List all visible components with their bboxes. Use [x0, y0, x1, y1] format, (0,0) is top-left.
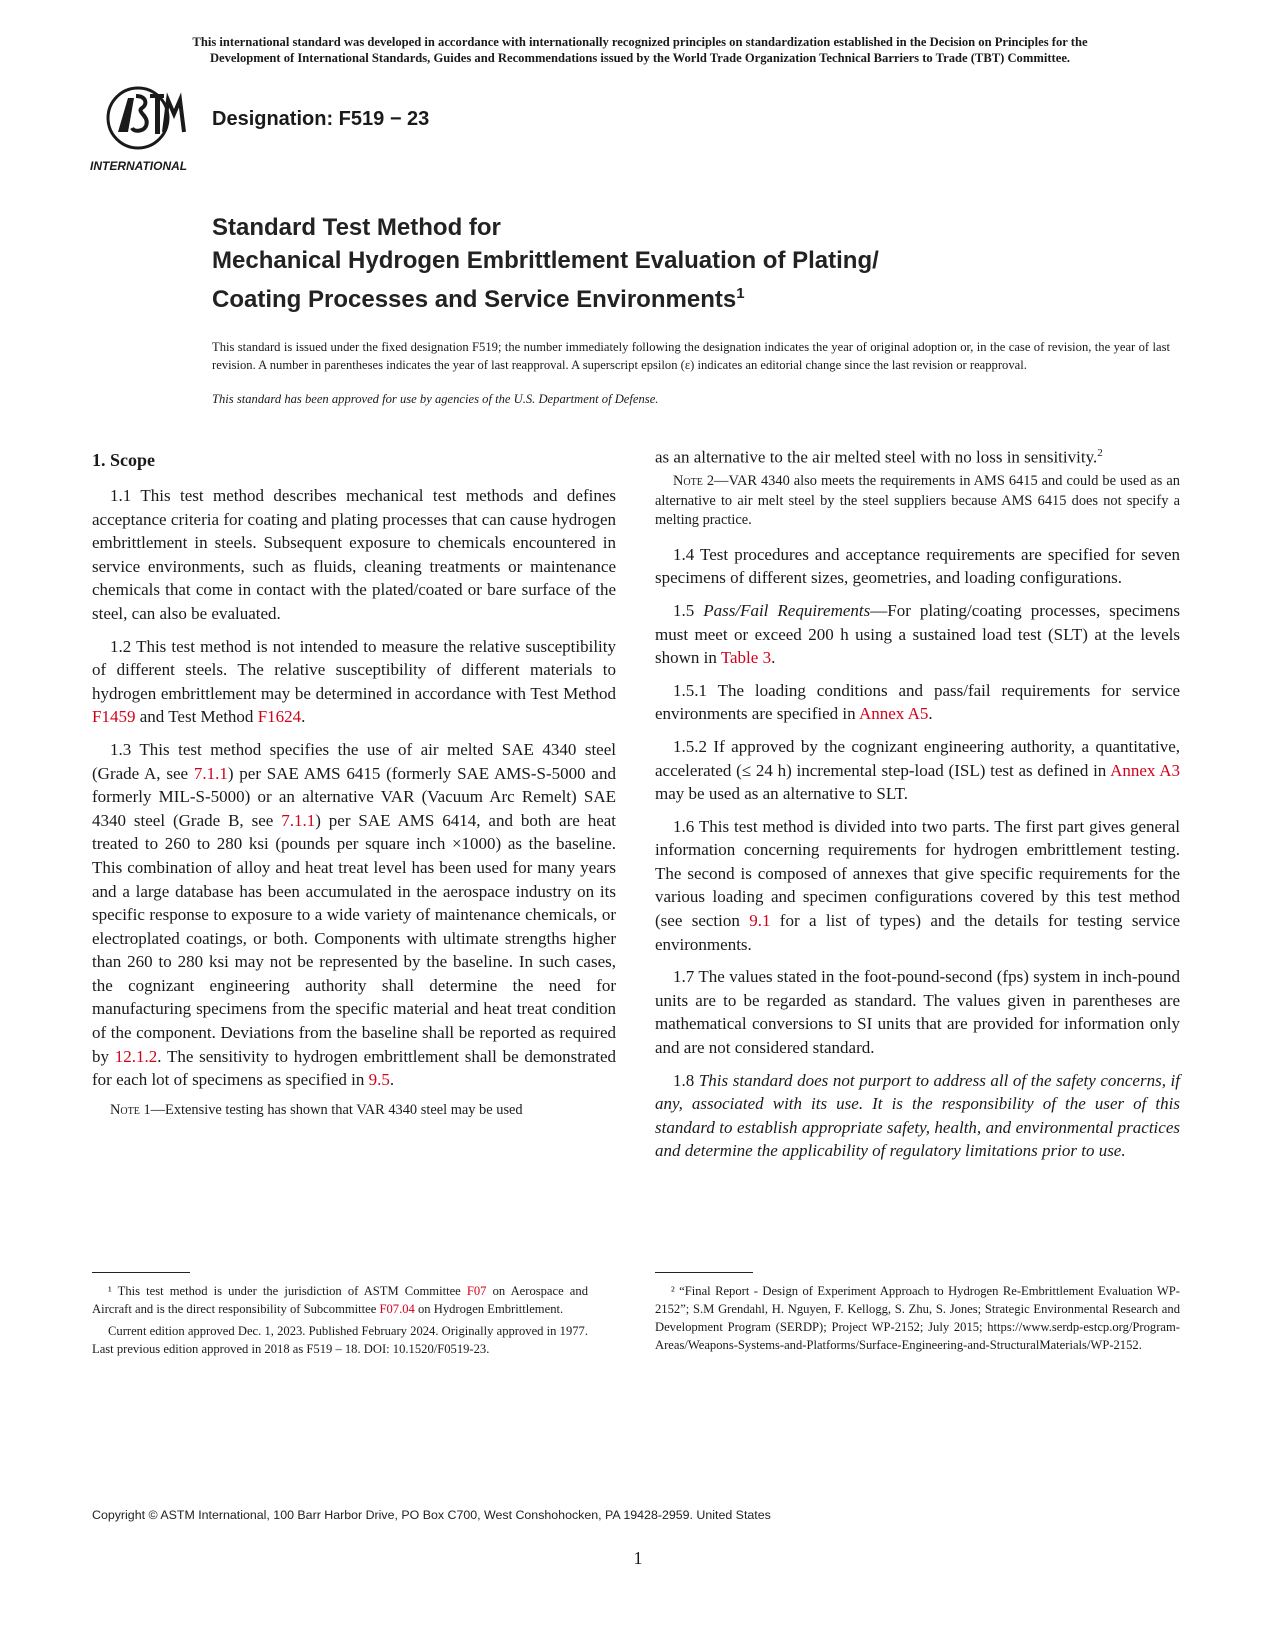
title-line2: Mechanical Hydrogen Embrittlement Evaluation of Plating/ [212, 247, 879, 274]
footnote-2 [655, 1282, 1180, 1358]
footnote-1-edition: Current edition approved Dec. 1, 2023. Published February 2024. Originally approved in 1977. Last previous edition approved in 2018 as F519 – 18. DOI: 10.1520/F0519-23. [92, 1324, 588, 1356]
link-f1459[interactable]: F1459 [92, 707, 136, 727]
wto-notice-line1: This international standard was developed in accordance with internationally recognized principles on standardization established in the Decision on Principles for the [192, 35, 1088, 49]
para-1-7: 1.7 The values stated in the foot-pound-second (fps) system in inch-pound units are to be regarded as standard. The values given in parentheses are mathematical conversions to SI units that are provided for information only and are not considered standard. [655, 967, 1180, 1058]
para-1-2: 1.2 This test method is not intended to measure the relative susceptibility of different steels. The relative susceptibility of different materials to hydrogen embrittlement may be determined in accordance with Test Method F1459 and Test Method F1624. [92, 636, 616, 727]
link-annex-a3[interactable]: Annex A3 [1110, 760, 1180, 780]
title-footnote-mark: 1 [736, 285, 745, 302]
para-1-3: 1.3 This test method specifies the use of air melted SAE 4340 steel (Grade A, see 7.1.1) per SAE AMS 6415 (formerly SAE AMS-S-5000 and formerly MIL-S-5000) or an alternative VAR (Vacuum Arc Remelt) SAE 4340 steel (Grade B, see 7.1.1) per SAE AMS 6414, and both are heat treated to 260 to 280 ksi (pounds per square inch ×1000) as the baseline. This combination of alloy and heat treat level has been used for many years and a large database has been accumulated in the aerospace industry on its specific response to exposure to a wide variety of maintenance chemicals, or electroplated coatings, or both. Components with ultimate strengths higher than 260 to 280 ksi may not be represented by the baseline. In such cases, the cognizant engineering authority shall determine the need for manufacturing specimens from the specific material and heat treat condition of the component. Deviations from the baseline shall be reported as required by 12.1.2. The sensitivity to hydrogen embrittlement shall be demonstrated for each lot of specimens as specified in 9.5. [92, 739, 617, 1090]
wto-notice-line2: Development of International Standards, Guides and Recommendations issued by the World Trade Organization Technical Barriers to Trade (TBT) Committee. [209, 51, 1071, 65]
title-line3: Coating Processes and Service Environments [212, 286, 737, 313]
para-1-5-2: 1.5.2 If approved by the cognizant engineering authority, a quantitative, accelerated (≤ 24 h) incremental step-load (ISL) test as defined in Annex A3 may be used as an alternative to SLT. [655, 736, 1180, 804]
para-1-5: 1.5 Pass/Fail Requirements—For plating/coating processes, specimens must meet or exceed 200 h using a sustained load test (SLT) at the levels shown in Table 3. [655, 600, 1180, 668]
designation: Designation: F519 − 23 [212, 108, 430, 130]
astm-logo [88, 84, 200, 176]
footnote-ref-2: 2 [1097, 447, 1103, 459]
copyright-notice: Copyright © ASTM International, 100 Barr Harbor Drive, PO Box C700, West Conshohocken, PA 19428-2959. United States [92, 1508, 771, 1522]
link-f1624[interactable]: F1624 [257, 707, 302, 727]
link-12-1-2[interactable]: 12.1.2 [114, 1046, 158, 1066]
dod-statement: This standard has been approved for use by agencies of the U.S. Department of Defense. [212, 392, 659, 406]
link-9-5[interactable]: 9.5 [368, 1070, 390, 1090]
footnote-1-jurisdiction: ¹ This test method is under the jurisdiction of ASTM Committee F07 on Aerospace and Aircraft and is the direct responsibility of Subcommittee F07.04 on Hydrogen Embrittlement. [92, 1284, 588, 1316]
title-block [212, 214, 1172, 316]
title-line1: Standard Test Method for [212, 214, 501, 241]
link-annex-a5[interactable]: Annex A5 [858, 704, 929, 724]
link-table-3[interactable]: Table 3 [720, 648, 772, 668]
footnote-rule-right [655, 1272, 753, 1273]
page-number: 1 [633, 1548, 643, 1568]
link-f07-04[interactable]: F07.04 [379, 1302, 415, 1316]
right-column [655, 442, 1180, 1172]
note-1: Note 1—Extensive testing has shown that VAR 4340 steel may be used [110, 1101, 523, 1118]
footnote-1 [92, 1282, 588, 1362]
left-column [92, 448, 616, 1132]
logo-text: INTERNATIONAL [90, 159, 188, 173]
issuance-statement: This standard is issued under the fixed designation F519; the number immediately following the designation indicates the year of original adoption or, in the case of revision, the year of last revision. A number in parentheses indicates the year of last reapproval. A superscript epsilon (ε) indicates an editorial change since the last revision or reapproval. [212, 340, 1170, 372]
link-7-1-1-a[interactable]: 7.1.1 [193, 763, 228, 783]
footnote-2-text: ² “Final Report - Design of Experiment Approach to Hydrogen Re-Embrittlement Evaluation WP-2152”; S.M Grendahl, H. Nguyen, F. Kellogg, S. Zhu, S. Jones; Strategic Environmental Research and Development Program (SERDP); Project WP-2152; July 2015; https://www.serdp-estcp.org/Program-Areas/Weapons-Systems-and-Platforms/Surface-Engineering-and-StructuralMaterials/WP-2152. [655, 1284, 1180, 1352]
para-continued: as an alternative to the air melted steel with no loss in sensitivity.$^2$ [655, 447, 1103, 467]
footnote-rule-left [92, 1272, 190, 1273]
para-1-4: 1.4 Test procedures and acceptance requirements are specified for seven specimens of different sizes, geometries, and loading configurations. [655, 544, 1180, 588]
link-f07[interactable]: F07 [466, 1284, 487, 1298]
link-9-1[interactable]: 9.1 [749, 911, 771, 931]
para-1-1: 1.1 This test method describes mechanical test methods and defines acceptance criteria for coating and plating processes that can cause hydrogen embrittlement in steels. Subsequent exposure to chemicals encountered in service environments, such as fluids, cleaning treatments or maintenance chemicals that come in contact with the plated/coated or bare surface of the steel, can also be evaluated. [92, 486, 616, 623]
scope-heading: 1. Scope [92, 450, 155, 470]
para-1-6: 1.6 This test method is divided into two parts. The first part gives general information concerning requirements for hydrogen embrittlement testing. The second is composed of annexes that give specific requirements for the various loading and specimen configurations covered by this test method (see section 9.1 for a list of types) and the details for testing service environments. [655, 816, 1180, 954]
title-main [212, 244, 1172, 316]
link-7-1-1-b[interactable]: 7.1.1 [281, 810, 316, 830]
para-1-5-1: 1.5.1 The loading conditions and pass/fail requirements for service environments are specified in Annex A5. [655, 680, 1180, 724]
note-2: Note 2—VAR 4340 also meets the requirements in AMS 6415 and could be used as an alternative to air melt steel by the steel suppliers because AMS 6415 does not specify a melting practice. [655, 473, 1180, 529]
astm-logo-mark [88, 84, 200, 176]
para-1-8: 1.8 This standard does not purport to address all of the safety concerns, if any, associated with its use. It is the responsibility of the user of this standard to establish appropriate safety, health, and environmental practices and determine the applicability of regulatory limitations prior to use. [655, 1070, 1180, 1161]
wto-notice [80, 34, 1200, 66]
